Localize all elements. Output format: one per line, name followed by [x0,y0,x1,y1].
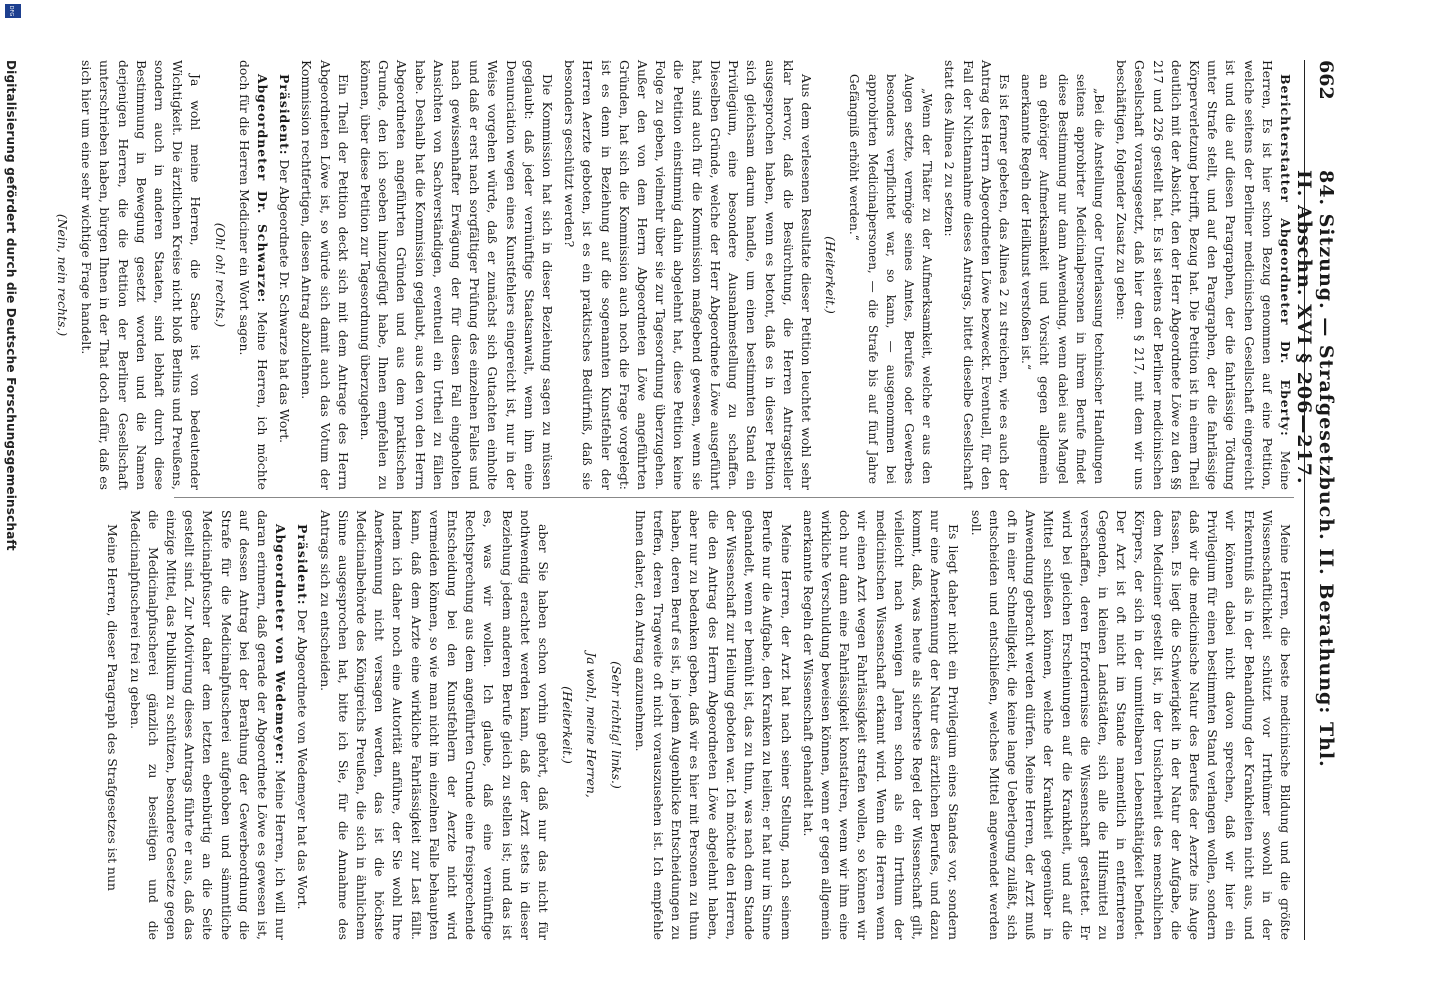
speaker-name: Abgeordneter von Wedemeyer: [273,524,289,766]
column-divider [174,497,1294,498]
body-paragraph: Meine Herren, die beste medicinische Bildung und die größte Wissenschaftlichkeit schützt vor Irrthümer sowohl in der Erkenntniß als in der Behandlung der Krankheiten nicht aus, und wir können dabei nicht davon sprechen, daß wir hier ein Privilegium für einen bestimmten Stand verlangen wollen, sondern daß wir die medicinische Natur des Berufes der Aerzte ins Auge fassen. Es liegt die Schwierigkeit in der Natur der Aufgabe, die dem Mediciner gestellt ist, in der Unsicherheit des menschlichen Körpers, der sich in der unmittelbaren Lebensthätigkeit befindet. Der Arzt ist oft nicht im Stande namentlich in entfernteren Gegenden, in kleinen Landstädten, sich alle die Hilfsmittel zu verschaffen, deren Erfordernisse die Wissenschaft gestattet. Er wird bei gleichen Erscheinungen auf die Krankheit, und auf die Mittel schließen können, welche der Krankheit gegenüber in Anwendung gebracht werden dürfen. Meine Herren, der Arzt muß oft in einer Schnelligkeit, die keine lange Ueberlegung zuläßt, sich entscheiden und entschließen, welches Mittel angewendet werden soll. [968,510,1293,940]
speech-paragraph [293,510,311,940]
body-paragraph: Es ist ferner gebeten, das Alinea 2 zu streichen, wie es auch der Antrag des Herrn Abgeordneten Löwe bezweckt. Eventuell, für den Fall der Nichtannahme dieses Antrags, bittet dieselbe Gesellschaft statt des Alinea 2 zu setzen: [942,60,1012,490]
dfg-logo-label: DFG [8,5,14,17]
speaker-name: Berichterstatter Abgeordneter Dr. Eberty: [1278,74,1293,437]
body-paragraph: Meine Herren, dieser Paragraph des Strafgesetzes ist nun [105,524,121,891]
left-column [55,60,1294,490]
speaker-name: Abgeordneter Dr. Schwarze: [255,74,271,304]
speaker-name: Präsident: [277,74,293,156]
speech-text: Meine Herren, ich will nur daran erinnern, daß gerade der Abgeordnete Löwe es gewesen ist, auf dessen Antrag bei der Berathung der Gewerbeordnung die Strafe für die Medicinalpfuscherei aufgehoben und sämmtliche Medicinalpfuscher daher dem letzten ebenbürtig an die Seite gestellt sind. Zur Motivirung dieses Antrags führte er aus, daß das einzige Mittel, das Publikum zu schützen, besondere Gesetze gegen die Medicinalpfuscherei gänzlich zu beseitigen und die Medicinalpfuscherei frei zu geben. [127,510,289,940]
speech-text: Meine Herren, Es ist hier schon Bezug genommen auf eine Petition, welche seitens der Berliner medicinischen Gesellschaft eingereicht ist und die auf diesen Paragraphen, der die fahrlässige Tödtung unter Strafe stellt, und auf den Paragraphen, der die fahrlässige Körperverletzung betrifft, Bezug hat. Die Petition ist in einem Theil deutlich mit der Absicht, den der Herr Abgeordnete Löwe zu den §§ 217 und 226 gestellt hat. Es ist seitens der Berliner medicinischen Gesellschaft vorausgesetzt, daß hier dem § 217, mit dem wir uns beschäftigen, folgender Zusatz zu geben: [1114,60,1293,490]
page-number: 662 [1315,60,1337,100]
interjection: (Heiterkeit.) [560,686,576,764]
quoted-proposal: „Wenn der Thäter zu der Aufmerksamkeit, welche er aus den Augen setzte, vermöge seines Amtes, Berufes oder Gewerbes besonders verpflichtet war, so kann, — ausgenommen bei approbirten Medicinalpersonen, — die Strafe bis auf fünf Jahre Gefängniß erhöht werden.“ [847,74,935,484]
page-header [1293,60,1337,940]
header-rule [1304,60,1305,940]
quoted-proposal: „Bei die Anstellung oder Unterlassung technischer Handlungen seitens approbirter Medicinalpersonen in ihrem Berufe findet diese Bestimmung nur dann Anwendung, wenn dabei aus Mangel an gehöriger Aufmerksamkeit und Vorsicht gegen allgemein anerkannte Regeln der Heilkunst verstoßen ist.“ [1019,74,1106,484]
body-paragraph: Ein Theil der Petition deckt sich mit dem Antrage des Herrn Abgeordneten Löwe ist, so würde sich damit auch das Votum der Kommission rechtfertigen, diesen Antrag abzulehnen. [299,60,351,490]
speech-paragraph [1112,60,1294,490]
speech-paragraph [275,60,293,490]
speaker-name: Präsident: [295,524,311,606]
digitization-credit: Digitalisierung gefördert durch die Deutsche Forschungsgemeinschaft [4,60,18,551]
speech-paragraph [235,60,271,490]
interjection: Ja wohl, meine Herren, [584,652,600,798]
interjection: (Nein, nein rechts.) [55,213,70,337]
running-title: 84. Sitzung. — Strafgesetzbuch. II. Berathung: Thl. II. Abschn. XVI § 206—217. [1293,170,1337,768]
body-paragraph: Ja wohl meine Herren, die Sache ist von bedeutender Wichtigkeit. Die ärztlichen Kreise nicht bloß Berlins und Preußens, sondern auch in anderen Staaten, sind lebhaft durch diese Bestimmung in Bewegung gesetzt worden und die Namen derjenigen Herren, die die Petition der Berliner Gesellschaft unterschrieben haben, bürgen Ihnen in der That doch dafür, daß es sich hier um eine sehr wichtige Frage handelt. [79,60,204,490]
speech-text: Der Abgeordnete von Wedemeyer hat das Wort. [295,609,311,910]
body-paragraph: Meine Herren, der Arzt hat nach seiner Stellung, nach seinem Berufe nur die Aufgabe, den Kranken zu heilen; er hat nur im Sinne gehandelt, wenn er bemüht ist, das zu thun, was nach dem Stande der Wissenschaft zur Heilung geboten war. Ich möchte den Herren, die den Antrag des Herrn Abgeordneten Löwe abgelehnt haben, aber nur zu bedenken geben, daß wir es hier mit Personen zu thun haben, deren Beruf es ist, in jedem Augenblicke Entscheidungen zu treffen, deren Tragweite oft nicht vorauszusehen ist. Ich empfehle Ihnen daher, den Antrag anzunehmen. [632,510,794,940]
speech-text: Meine Herren, ich möchte doch für die Herren Mediciner ein Wort sagen. [236,60,271,490]
speech-paragraph [125,510,289,940]
interjection: (Oh! oh! rechts.) [212,222,228,328]
body-paragraph: Aus dem verlesenen Resultate dieser Petition leuchtet wohl sehr klar hervor, daß die Besürchtung, die Herren Antragsteller ausgesprochen haben, wenn es betont, daß es in dieser Petition sich gleichsam darum handle, um einen bestimmten Stand ein Privilegium, eine besondere Ausnahmestellung zu schaffen. Dieselben Gründe, welche der Herr Abgeordnete Löwe ausgeführt hat, sind auch für die Kommission maßgebend gewesen, wenn sie die Petition einstimmig dahin abgelehnt hat, diese Petition keine Folge zu geben, vielmehr über sie zur Tagesordnung überzugehen. Außer den von dem Herrn Abgeordneten Löwe angeführten Gründen, hat sich die Kommission auch noch die Frage vorgelegt: ist es denn in Beziehung auf die sogenannten Kunstfehler der Herren Aerzte geboten, ist es ein praktisches Bedürfniß, daß sie besonders geschützt werden? [562,60,814,490]
body-paragraph: aber Sie haben schon vorhin gehört, daß nur das nicht für nothwendig erachtet werden kann, daß der Arzt stets in dieser Beziehung jedem anderen Berufe gleich zu stellen ist; und das ist es, was wir wollen. Ich glaube, daß eine vernünftige Rechtsprechung aus dem angeführten Grunde eine freisprechende Entscheidung bei den Kunstfehlern der Aerzte nicht wird vermeiden können, so wie man nicht im einzelnen Falle behaupten kann, daß dem Arzte eine wirkliche Fahrlässigkeit zur Last fällt. Indem ich daher noch eine Autorität anführe, der Sie wohl Ihre Anerkennung nicht versagen werden, das ist die höchste Medicinalbehörde des Königreichs Preußen, die sich in ähnlichem Sinne ausgesprochen hat, bitte ich Sie, für die Annahme des Antrags sich zu entscheiden. [317,510,552,940]
body-paragraph: Es liegt daher nicht ein Privilegium eines Standes vor, sondern nur eine Anerkennung der Natur des ärztlichen Berufes, und dazu kommt, daß, was heute als sicherste Regel der Wissenschaft gilt, vielleicht nach wenigen Jahren schon als ein Irrthum der medicinischen Wissenschaft erkannt wird. Wenn die Herren wenn wir einen Arzt wegen Fahrlässigkeit strafen wollen, so können wir doch nur dann eine Fahrlässigkeit konstatiren, wenn wir ihm eine wirkliche Verschuldung beweisen können, wenn er gegen allgemein anerkannte Regeln der Wissenschaft gehandelt hat. [800,510,962,940]
speech-text: Der Abgeordnete Dr. Schwarze hat das Wort. [277,159,293,444]
right-column [105,510,1294,940]
interjection: (Sehr richtig! links.) [608,661,624,789]
body-paragraph: Die Kommission hat sich in dieser Beziehung sagen zu müssen geglaubt: daß jeder vernünftige Staatsanwalt, wenn ihm eine Denunciation wegen eines Kunstfehlers eingereicht ist, nur in der Weise vorgehen würde, daß er zunächst sich Gutachten einholte und daß er erst nach sorgfältiger Prüfung des einzelnen Falles und nach gewissenhafter Erwägung der für diesen Fall eingeholten Ansichten von Sachverständigen, eventuell ein Urtheil zu fällen habe. Deshalb hat die Kommission geglaubt, aus den von den Herrn Abgeordneten angeführten Gründen und aus dem praktischen Grunde, den ich soeben hinzugefügt habe, Ihnen empfehlen zu können, über diese Petition zur Tagesordnung überzugehen. [358,60,556,490]
dfg-logo [5,4,21,18]
interjection: (Heiterkeit.) [823,236,839,314]
